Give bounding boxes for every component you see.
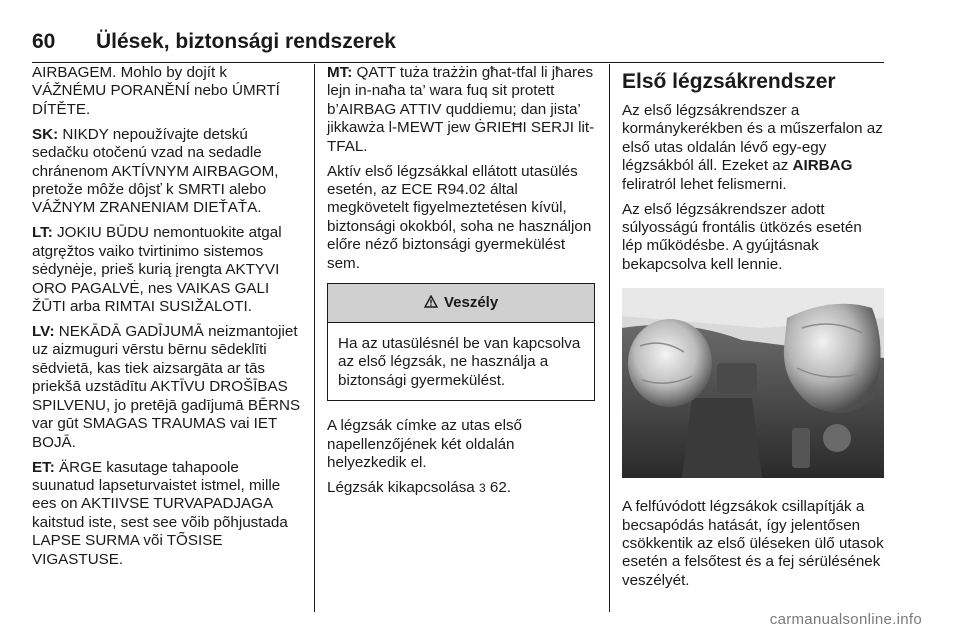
chapter-title: Ülések, biztonsági rendszerek [96, 30, 396, 53]
paragraph-lv [32, 323, 302, 452]
paragraph-sk [32, 126, 302, 218]
paragraph-active-airbag: Aktív első légzsákkal ellátott utasülés esetén, az ECE R94.02 által megkövetelt figyelmeztetésen kívül, biztonsági okokból, soha ne használjon előre néző biztonsági gyermekülést sem. [327, 162, 592, 272]
danger-box [327, 283, 595, 401]
paragraph-text: feliratról lehet felismerni. [622, 175, 787, 193]
paragraph-mt [327, 64, 595, 156]
column-divider [314, 64, 315, 612]
text-column-2 [327, 64, 595, 504]
airbag-keyword: AIRBAG [792, 157, 853, 175]
paragraph-text: Az első légzsákrendszer a kormánykerékben és a műszerfalon az első utas oldalán lévő egy-egy légzsákból áll. Ezeket az [622, 102, 883, 175]
warning-text-sk: NIKDY nepoužívajte detskú sedačku otočenú vzad na sedadle chránenom AKTÍVNYM AIRBAGOM, pretože môže dôjsť k SMRTI alebo VÁŽNYM ZRANENIAM DIEŤAŤA. [32, 125, 279, 217]
text-column-1 [32, 64, 302, 576]
page-header [32, 30, 884, 63]
paragraph-lt [32, 224, 302, 316]
section-heading: Első légzsákrendszer [622, 70, 836, 93]
warning-text-lv: NEKĀDĀ GADĪJUMĀ neizmantojiet uz aizmuguri vērstu bērnu sēdeklīti sēdvietā, kas tiek aizsargāta ar tās priekšā uzstādītu AKTĪVU DROŠĪBAS SPILVENU, jo pretējā gadījumā BĒRNS var gūt SMAGAS TRAUMAS vai IET BOJĀ. [32, 323, 301, 451]
paragraph-protection: A felfúvódott légzsákok csillapítják a becsapódás hatását, így jelentősen csökkentik az első üléseken ülő utasok esetén a felsőtest és a fej sérülésének veszélyét. [622, 498, 884, 589]
paragraph-et [32, 459, 302, 569]
paragraph-system-description [622, 102, 884, 194]
paragraph-cz-tail: AIRBAGEM. Mohlo by dojít k VÁŽNÉMU PORANĚNÍ nebo ÚMRTÍ DÍTĚTE. [32, 64, 280, 118]
warning-text-et: ÄRGE kasutage tahapoole suunatud lapseturvaistet istmel, mille ees on AKTIIVSE TURVAPADJAGA kaitstud iste, sest see võib põhjustada LAPSE SURMA või TÕSISE VIGASTUSE. [32, 458, 288, 568]
column-divider [609, 64, 610, 612]
lang-label-sk: SK: [32, 125, 59, 143]
lang-label-lv: LV: [32, 323, 55, 341]
danger-box-header [328, 284, 594, 323]
warning-text-mt: QATT tuża trażżin għat-tfal li jħares lejn in-naħa ta’ wara fuq sit protett b’AIRBAG ATTIV quddiemu; dan jista’ jikkawża l-MEWT jew ĠRIEĦI SERJI lit-TFAL. [327, 64, 595, 155]
text-column-3 [622, 64, 884, 597]
reference-page-link[interactable]: 62. [489, 479, 512, 497]
reference-arrow-icon: 3 [478, 481, 486, 496]
lang-label-et: ET: [32, 458, 55, 476]
deployed-airbags-illustration [622, 288, 884, 478]
danger-title: Veszély [443, 294, 499, 312]
lang-label-mt: MT: [327, 64, 353, 81]
watermark: carmanualsonline.info [769, 611, 922, 628]
danger-text: Ha az utasülésnél be van kapcsolva az első légzsák, ne használja a biztonsági gyermekülést. [338, 335, 581, 389]
paragraph-reference [327, 479, 595, 497]
paragraph-label-location: A légzsák címke az utas első napellenzőjének két oldalán helyezkedik el. [327, 417, 522, 472]
page-number: 60 [32, 30, 56, 53]
paragraph-deployment: Az első légzsákrendszer adott súlyosságú frontális ütközés esetén lép működésbe. A gyújtásnak bekapcsolva kell lennie. [622, 200, 862, 273]
lang-label-lt: LT: [32, 224, 53, 242]
reference-text: Légzsák kikapcsolása [327, 479, 475, 497]
warning-text-lt: JOKIU BŪDU nemontuokite atgal atgręžtos vaiko tvirtinimo sistemos sėdynėje, prieš kurią įrengta AKTYVI ORO PAGALVĖ, nes VAIKAS GALI ŽŪTI arba RIMTAI SUSIŽALOTI. [32, 224, 282, 316]
warning-triangle-icon [424, 294, 442, 311]
